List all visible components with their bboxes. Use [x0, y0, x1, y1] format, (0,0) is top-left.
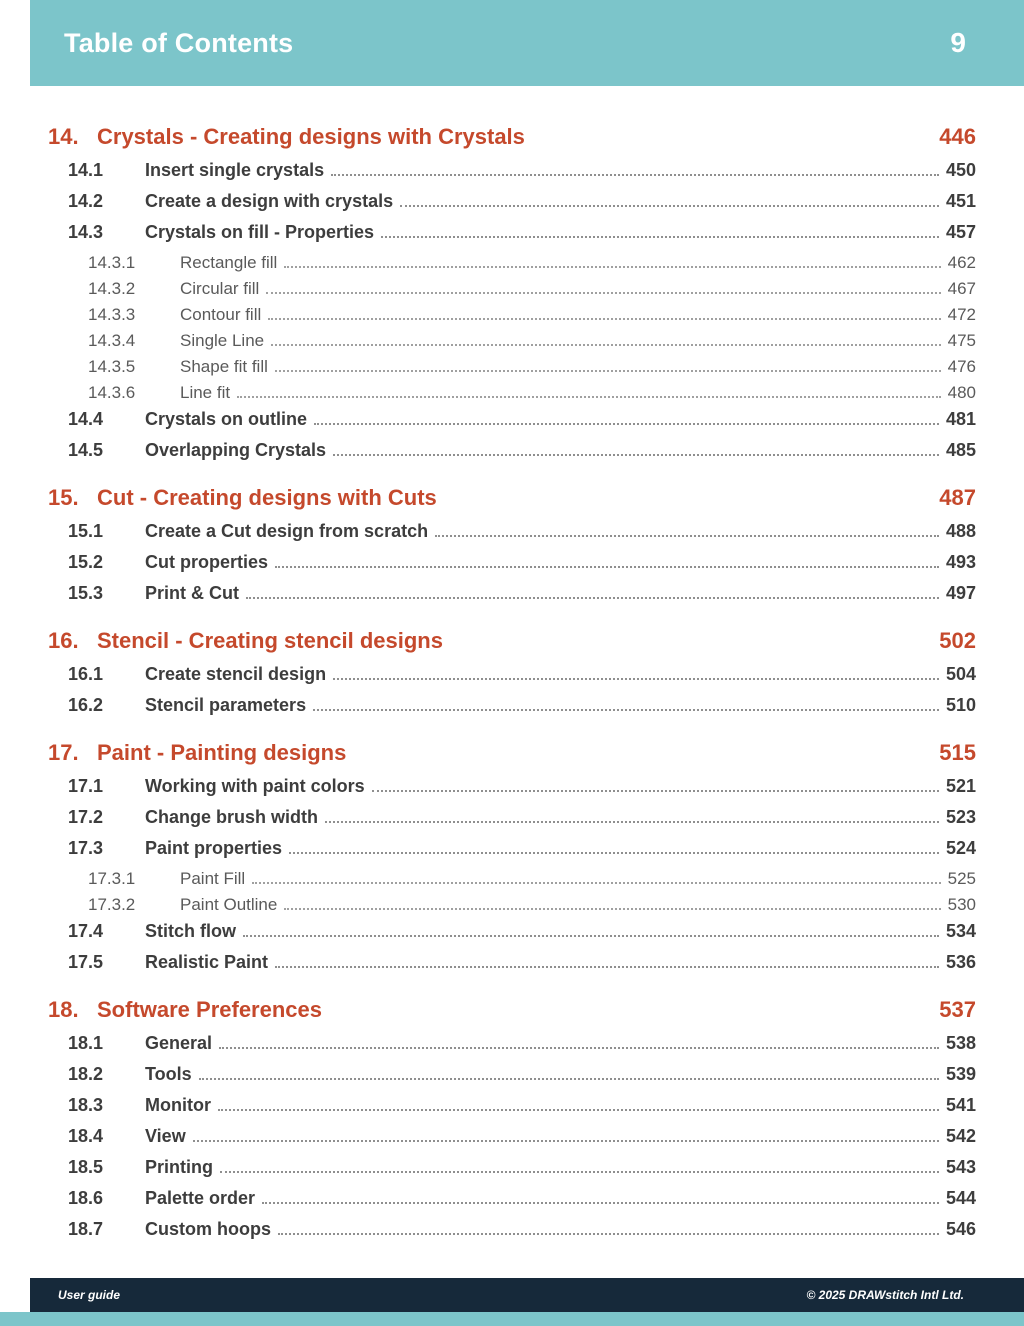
entry-number: 14.3.5: [88, 357, 136, 376]
entry-page: 525: [947, 869, 976, 888]
toc-entry[interactable]: [48, 628, 976, 662]
dot-leader: [331, 174, 939, 176]
entry-title: Paint Outline: [180, 895, 278, 914]
entry-title: Change brush width: [145, 807, 318, 827]
dot-leader: [237, 396, 941, 398]
toc-entry[interactable]: [48, 1219, 976, 1250]
toc-entry[interactable]: [48, 124, 976, 158]
toc-entry[interactable]: [48, 222, 976, 253]
dot-leader: [314, 423, 939, 425]
entry-title: Overlapping Crystals: [145, 440, 327, 460]
page-footer: [30, 1278, 1024, 1312]
entry-page: 546: [945, 1219, 976, 1239]
entry-number: 18.1: [68, 1033, 104, 1053]
toc-entry[interactable]: [48, 895, 976, 921]
entry-title: Line fit: [180, 383, 231, 402]
entry-number: 15.: [48, 485, 79, 510]
entry-title: Custom hoops: [145, 1219, 271, 1239]
entry-page: 467: [947, 279, 976, 298]
entry-page: 502: [939, 628, 976, 653]
entry-page: 497: [945, 583, 976, 603]
dot-leader: [268, 318, 940, 320]
entry-number: 14.3.4: [88, 331, 136, 350]
entry-title: Crystals on outline: [145, 409, 308, 429]
entry-number: 14.3.2: [88, 279, 136, 298]
dot-leader: [381, 236, 939, 238]
footer-doc-name: User guide: [58, 1288, 121, 1302]
dot-leader: [372, 790, 939, 792]
entry-number: 17.5: [68, 952, 104, 972]
toc-entry[interactable]: [48, 485, 976, 519]
entry-page: 487: [939, 485, 976, 510]
toc-entry[interactable]: [48, 740, 976, 774]
entry-page: 504: [945, 664, 976, 684]
entry-number: 14.3.1: [88, 253, 136, 272]
dot-leader: [219, 1047, 939, 1049]
entry-number: 17.3.1: [88, 869, 136, 888]
entry-number: 14.3.3: [88, 305, 136, 324]
toc-entry[interactable]: [48, 869, 976, 895]
toc-entry[interactable]: [48, 191, 976, 222]
entry-number: 18.5: [68, 1157, 104, 1177]
entry-title: Paint Fill: [180, 869, 246, 888]
toc-entry[interactable]: [48, 1033, 976, 1064]
toc-entry[interactable]: [48, 807, 976, 838]
entry-page: 523: [945, 807, 976, 827]
entry-title: Cut - Creating designs with Cuts: [97, 485, 437, 510]
entry-number: 16.: [48, 628, 79, 653]
entry-number: 16.2: [68, 695, 104, 715]
entry-page: 475: [947, 331, 976, 350]
toc-list: [0, 86, 1024, 1250]
entry-number: 17.4: [68, 921, 104, 941]
entry-number: 18.6: [68, 1188, 104, 1208]
header-page-number: 9: [950, 27, 966, 58]
toc-entry[interactable]: [48, 664, 976, 695]
toc-entry[interactable]: [48, 279, 976, 305]
entry-page: 450: [945, 160, 976, 180]
entry-page: 536: [945, 952, 976, 972]
entry-title: Working with paint colors: [145, 776, 365, 796]
footer-teal-strip: [0, 1312, 1024, 1326]
entry-title: Create stencil design: [145, 664, 327, 684]
entry-page: 541: [945, 1095, 976, 1115]
entry-title: Create a design with crystals: [145, 191, 394, 211]
entry-page: 510: [945, 695, 976, 715]
entry-page: 515: [939, 740, 976, 765]
toc-entry[interactable]: [48, 409, 976, 440]
entry-title: View: [145, 1126, 186, 1146]
entry-number: 15.1: [68, 521, 104, 541]
toc-entry[interactable]: [48, 695, 976, 726]
entry-number: 15.2: [68, 552, 104, 572]
entry-page: 543: [945, 1157, 976, 1177]
entry-page: 462: [947, 253, 976, 272]
entry-page: 530: [947, 895, 976, 914]
toc-entry[interactable]: [48, 521, 976, 552]
toc-entry[interactable]: [48, 440, 976, 471]
entry-title: Print & Cut: [145, 583, 239, 603]
entry-title: Rectangle fill: [180, 253, 278, 272]
dot-leader: [325, 821, 939, 823]
dot-leader: [246, 597, 939, 599]
entry-page: 544: [945, 1188, 976, 1208]
toc-entry[interactable]: [48, 305, 976, 331]
entry-title: Stitch flow: [145, 921, 236, 941]
entry-number: 16.1: [68, 664, 104, 684]
entry-number: 14.1: [68, 160, 104, 180]
dot-leader: [278, 1233, 939, 1235]
dot-leader: [289, 852, 939, 854]
entry-title: Printing: [145, 1157, 213, 1177]
entry-number: 18.7: [68, 1219, 104, 1239]
entry-page: 539: [945, 1064, 976, 1084]
entry-number: 17.: [48, 740, 79, 765]
toc-entry[interactable]: [48, 776, 976, 807]
dot-leader: [271, 344, 941, 346]
entry-title: Single Line: [180, 331, 265, 350]
dot-leader: [400, 205, 939, 207]
dot-leader: [252, 882, 940, 884]
entry-number: 14.: [48, 124, 79, 149]
dot-leader: [275, 566, 939, 568]
toc-entry[interactable]: [48, 838, 976, 869]
toc-entry[interactable]: [48, 952, 976, 983]
entry-title: Circular fill: [180, 279, 260, 298]
entry-number: 14.2: [68, 191, 104, 211]
entry-page: 476: [947, 357, 976, 376]
entry-title: Software Preferences: [97, 997, 322, 1022]
toc-entry[interactable]: [48, 583, 976, 614]
toc-entry[interactable]: [48, 357, 976, 383]
entry-page: 472: [947, 305, 976, 324]
toc-entry[interactable]: [48, 160, 976, 191]
toc-entry[interactable]: [48, 383, 976, 409]
entry-number: 18.: [48, 997, 79, 1022]
toc-entry[interactable]: [48, 1095, 976, 1126]
entry-number: 18.3: [68, 1095, 104, 1115]
entry-number: 14.3: [68, 222, 104, 242]
entry-title: Create a Cut design from scratch: [145, 521, 429, 541]
entry-page: 538: [945, 1033, 976, 1053]
entry-title: Shape fit fill: [180, 357, 268, 376]
toc-entry[interactable]: [48, 921, 976, 952]
entry-page: 524: [945, 838, 976, 858]
entry-title: General: [145, 1033, 213, 1053]
entry-page: 485: [945, 440, 976, 460]
entry-page: 488: [945, 521, 976, 541]
entry-page: 480: [947, 383, 976, 402]
toc-entry[interactable]: [48, 552, 976, 583]
dot-leader: [435, 535, 939, 537]
toc-entry[interactable]: [48, 1126, 976, 1157]
dot-leader: [333, 454, 939, 456]
entry-title: Monitor: [145, 1095, 211, 1115]
dot-leader: [333, 678, 939, 680]
toc-entry[interactable]: [48, 1188, 976, 1219]
entry-title: Contour fill: [180, 305, 262, 324]
entry-title: Stencil - Creating stencil designs: [97, 628, 443, 653]
entry-page: 537: [939, 997, 976, 1022]
entry-title: Stencil parameters: [145, 695, 307, 715]
entry-number: 18.4: [68, 1126, 104, 1146]
entry-title: Insert single crystals: [145, 160, 325, 180]
entry-number: 17.3: [68, 838, 104, 858]
entry-number: 18.2: [68, 1064, 104, 1084]
entry-page: 446: [939, 124, 976, 149]
entry-page: 481: [945, 409, 976, 429]
entry-page: 521: [945, 776, 976, 796]
footer-copyright: © 2025 DRAWstitch Intl Ltd.: [806, 1288, 964, 1302]
entry-number: 15.3: [68, 583, 104, 603]
entry-title: Crystals - Creating designs with Crystals: [97, 124, 525, 149]
entry-number: 14.5: [68, 440, 104, 460]
dot-leader: [220, 1171, 939, 1173]
dot-leader: [262, 1202, 939, 1204]
entry-page: 451: [945, 191, 976, 211]
entry-page: 457: [945, 222, 976, 242]
entry-title: Cut properties: [145, 552, 269, 572]
toc-entry[interactable]: [48, 1157, 976, 1188]
page-header: [30, 0, 1024, 86]
toc-entry[interactable]: [48, 997, 976, 1031]
entry-number: 17.2: [68, 807, 104, 827]
dot-leader: [275, 966, 939, 968]
entry-page: 534: [945, 921, 976, 941]
entry-title: Crystals on fill - Properties: [145, 222, 375, 242]
dot-leader: [313, 709, 939, 711]
entry-page: 493: [945, 552, 976, 572]
page-title: Table of Contents: [64, 27, 294, 58]
entry-number: 14.4: [68, 409, 104, 429]
entry-number: 14.3.6: [88, 383, 136, 402]
dot-leader: [193, 1140, 939, 1142]
dot-leader: [284, 908, 940, 910]
entry-title: Palette order: [145, 1188, 256, 1208]
dot-leader: [218, 1109, 939, 1111]
toc-entry[interactable]: [48, 331, 976, 357]
dot-leader: [243, 935, 939, 937]
dot-leader: [275, 370, 941, 372]
entry-number: 17.3.2: [88, 895, 136, 914]
toc-entry[interactable]: [48, 1064, 976, 1095]
entry-title: Paint properties: [145, 838, 283, 858]
dot-leader: [266, 292, 940, 294]
entry-title: Paint - Painting designs: [97, 740, 347, 765]
dot-leader: [199, 1078, 939, 1080]
entry-title: Realistic Paint: [145, 952, 269, 972]
entry-page: 542: [945, 1126, 976, 1146]
toc-entry[interactable]: [48, 253, 976, 279]
entry-number: 17.1: [68, 776, 104, 796]
dot-leader: [284, 266, 940, 268]
entry-title: Tools: [145, 1064, 192, 1084]
